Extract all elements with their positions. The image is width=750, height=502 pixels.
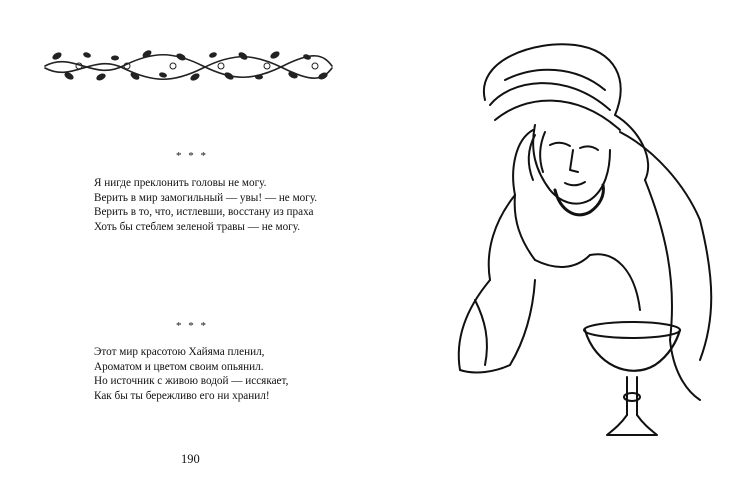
poem-line: Ароматом и цветом своим опьянил.: [94, 360, 264, 373]
poem-line: Хоть бы стеблем зеленой травы — не могу.: [94, 220, 301, 233]
poem-line: Этот мир красотою Хайяма пленил,: [94, 346, 265, 358]
floral-ornament-band: [43, 46, 334, 86]
poem-2: [94, 345, 288, 403]
poem-1: [94, 176, 317, 234]
poem-line: Верить в мир замогильный — увы! — не могу.: [94, 191, 318, 204]
poem-2-heading: * * *: [176, 320, 208, 332]
poem-line: Как бы ты бережливо его ни хранил!: [94, 389, 270, 402]
page-number: 190: [181, 452, 200, 466]
poem-line: Я нигде преклонить головы не могу.: [94, 177, 267, 189]
poem-1-heading: * * *: [176, 150, 208, 162]
right-page: [375, 0, 750, 502]
man-in-turban-illustration: [415, 20, 735, 460]
poem-line: Но источник с живою водой — иссякает,: [94, 375, 289, 387]
poem-line: Верить в то, что, истлевши, восстану из праха: [94, 206, 314, 218]
